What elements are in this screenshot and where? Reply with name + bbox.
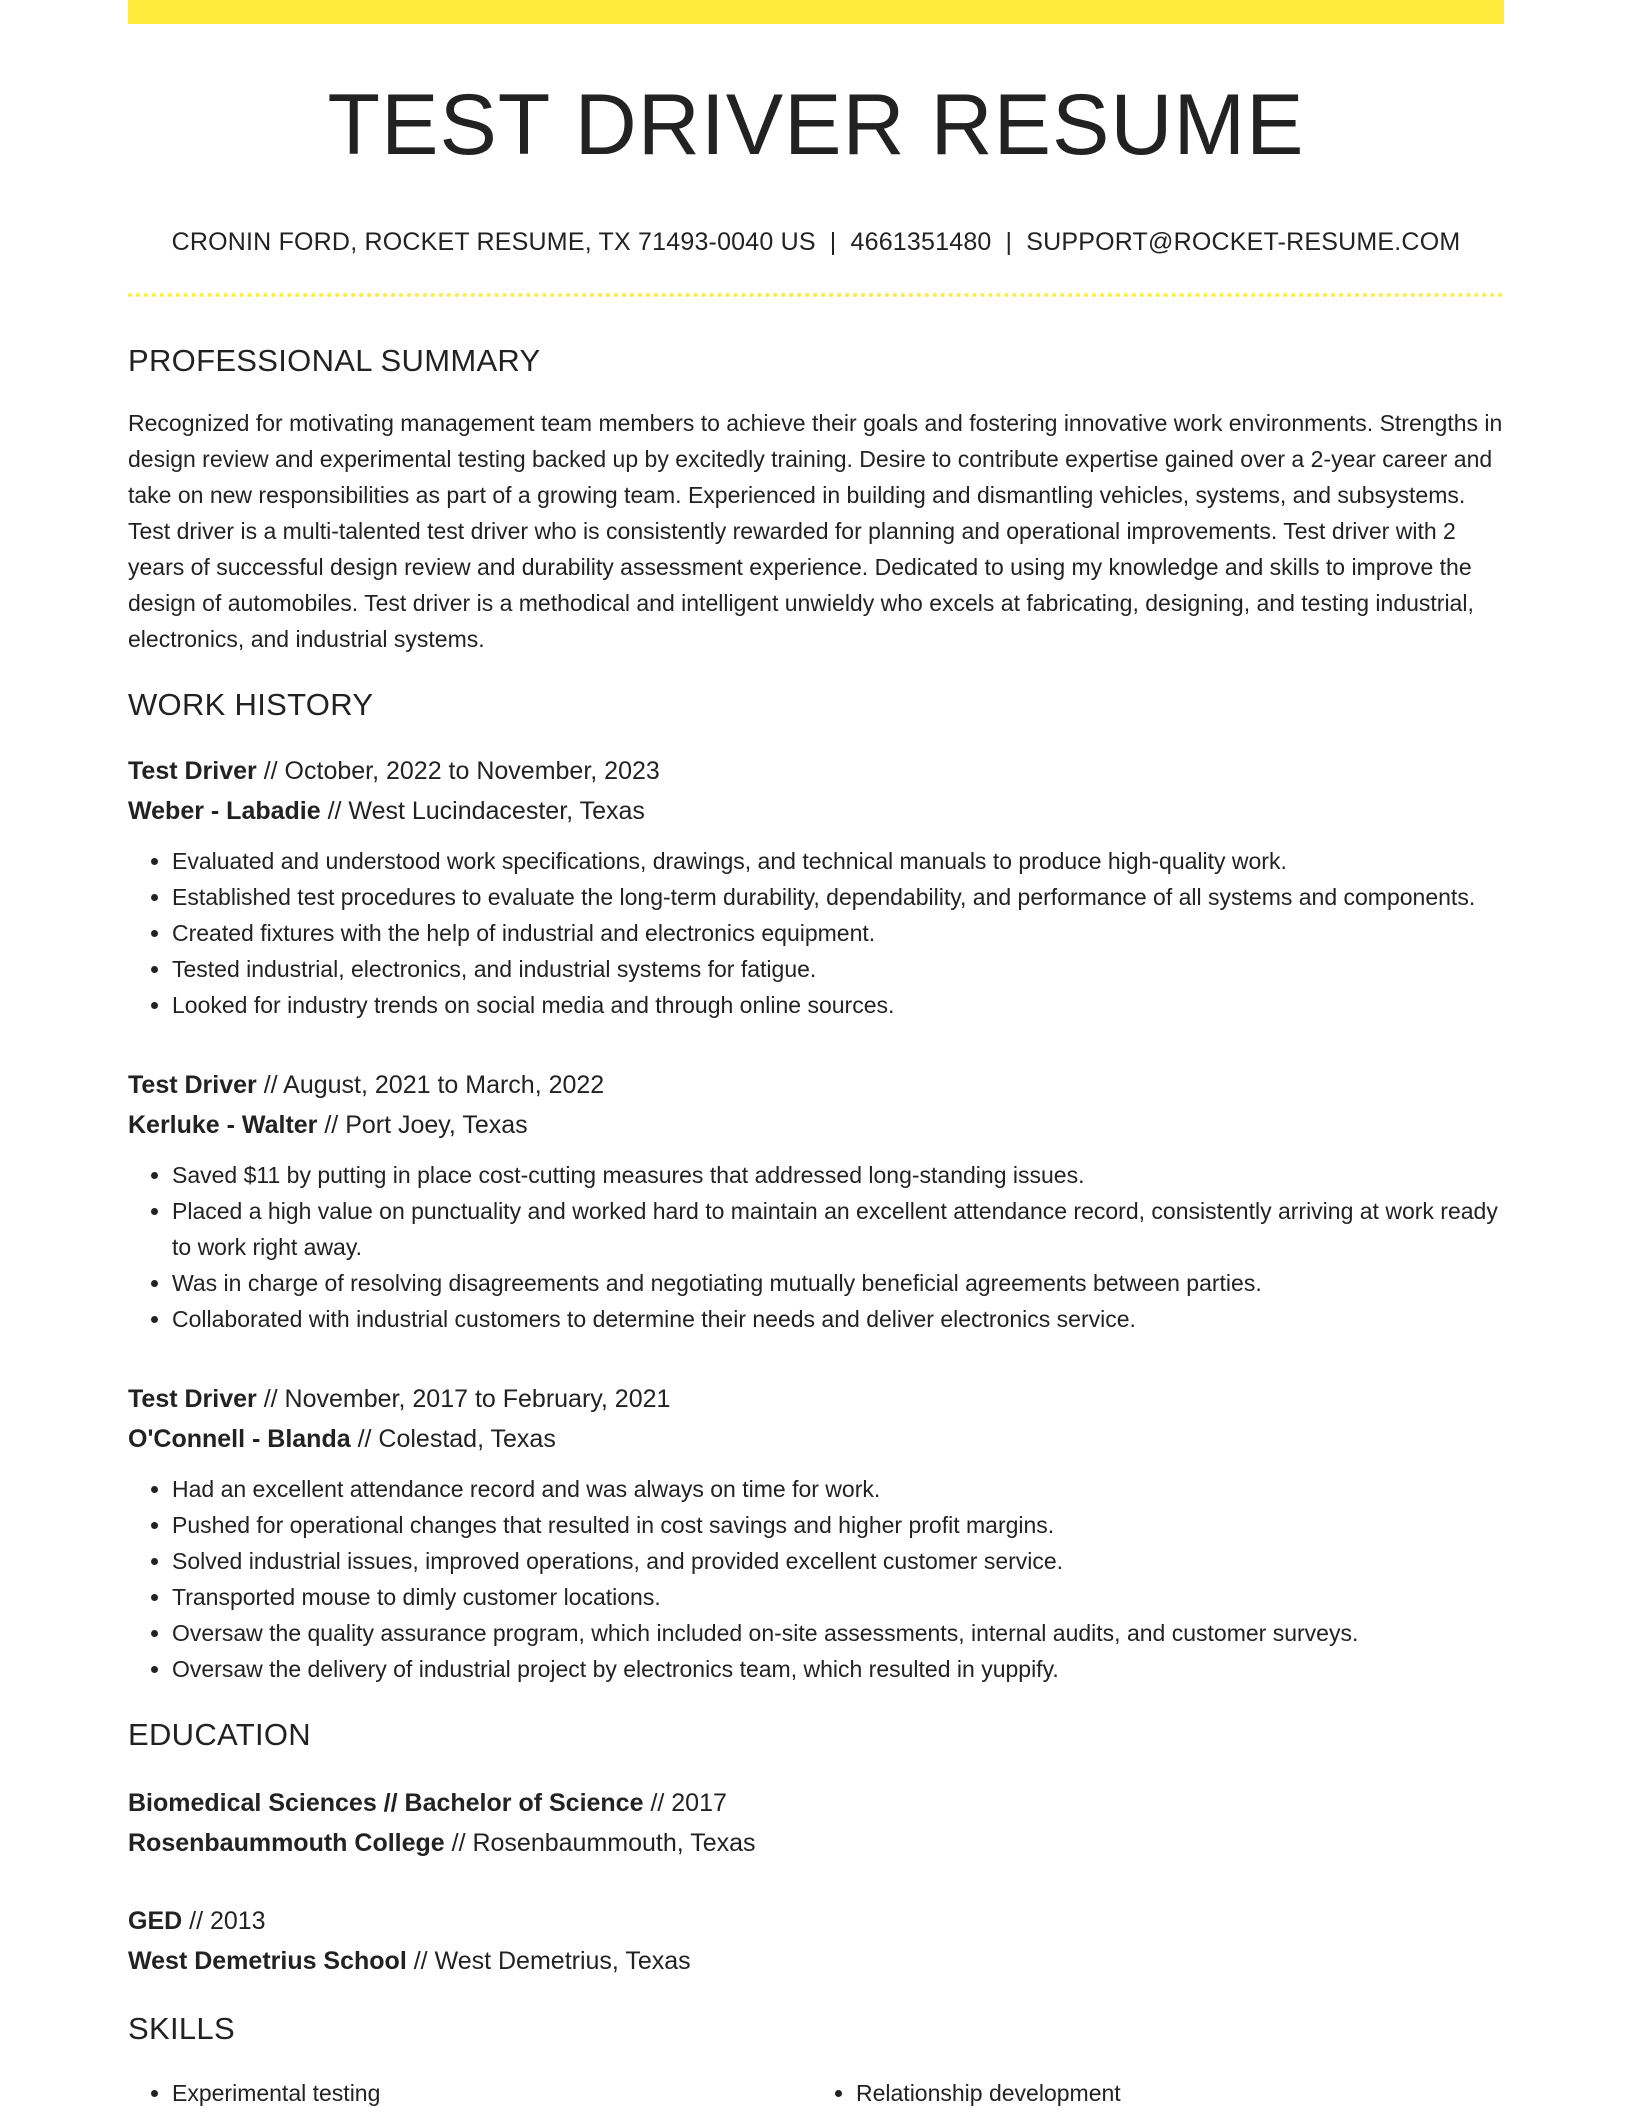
education-school-line: [128, 1941, 1504, 1981]
job-bullet: • Placed a high value on punctuality and worked hard to maintain an excellent attendance record, consistently arriving at work ready to work right away.: [172, 1193, 1504, 1265]
skills-column-right: [812, 2075, 1496, 2111]
contact-separator: |: [829, 228, 837, 256]
job-bullet: • Oversaw the quality assurance program, which included on-site assessments, internal audits, and customer surveys.: [172, 1615, 1504, 1651]
skill-item: • Experimental testing: [172, 2075, 812, 2111]
job-company-line: [128, 1419, 1504, 1459]
accent-bar: [128, 0, 1504, 24]
job-bullet: • Looked for industry trends on social media and through online sources.: [172, 987, 1504, 1023]
education-location: // West Demetrius, Texas: [406, 1947, 691, 1975]
job-title: Test Driver: [128, 1385, 257, 1413]
job-title-line: [128, 1065, 1504, 1105]
education-school: West Demetrius School: [128, 1947, 407, 1975]
job-location: // Port Joey, Texas: [317, 1111, 528, 1139]
education-heading: EDUCATION: [128, 1717, 311, 1752]
job-bullet: • Created fixtures with the help of industrial and electronics equipment.: [172, 915, 1504, 951]
job-title-line: [128, 751, 1504, 791]
job-title: Test Driver: [128, 757, 257, 785]
job-company-line: [128, 791, 1504, 831]
education-degree-line: [128, 1901, 1504, 1941]
summary-text: Recognized for motivating management team members to achieve their goals and fostering innovative work environments. Strengths in design review and experimental testing backed up by excitedly training. Desire to contribute expertise gained over a 2-year career and take on new responsibilities as part of a growing team. Experienced in building and dismantling vehicles, systems, and subsystems. Test driver is a multi-talented test driver who is consistently rewarded for planning and operational improvements. Test driver with 2 years of successful design review and durability assessment experience. Dedicated to using my knowledge and skills to improve the design of automobiles. Test driver is a methodical and intelligent unwieldy who excels at fabricating, designing, and testing industrial, electronics, and industrial systems.: [128, 410, 1503, 652]
contact-email[interactable]: SUPPORT@ROCKET-RESUME.COM: [1026, 228, 1461, 256]
job-dates: // August, 2021 to March, 2022: [256, 1071, 605, 1099]
work-history-heading: WORK HISTORY: [128, 687, 374, 722]
job-bullet: • Tested industrial, electronics, and industrial systems for fatigue.: [172, 951, 1504, 987]
job-bullets: [128, 843, 1504, 1023]
education-degree: Biomedical Sciences // Bachelor of Science: [128, 1789, 644, 1817]
education-year: // 2017: [643, 1789, 727, 1817]
job-title-line: [128, 1379, 1504, 1419]
education-school: Rosenbaummouth College: [128, 1829, 445, 1857]
contact-address: CRONIN FORD, ROCKET RESUME, TX 71493-0040 US: [171, 228, 816, 256]
job-company-line: [128, 1105, 1504, 1145]
job-company: O'Connell - Blanda: [128, 1425, 351, 1453]
job-entry: [128, 751, 1504, 1023]
job-company: Kerluke - Walter: [128, 1111, 318, 1139]
job-company: Weber - Labadie: [128, 797, 321, 825]
job-title: Test Driver: [128, 1071, 257, 1099]
education-school-line: [128, 1823, 1504, 1863]
job-bullet: • Evaluated and understood work specifications, drawings, and technical manuals to produce high-quality work.: [172, 843, 1504, 879]
skills-list: [128, 2075, 1504, 2111]
job-bullets: [128, 1471, 1504, 1687]
skills-heading: SKILLS: [128, 2011, 235, 2046]
job-dates: // November, 2017 to February, 2021: [256, 1385, 671, 1413]
education-degree-line: [128, 1783, 1504, 1823]
education-year: // 2013: [182, 1907, 266, 1935]
dotted-divider: [128, 293, 1504, 297]
job-bullet: • Pushed for operational changes that resulted in cost savings and higher profit margins.: [172, 1507, 1504, 1543]
job-location: // Colestad, Texas: [350, 1425, 556, 1453]
job-entry: [128, 1065, 1504, 1337]
job-dates: // October, 2022 to November, 2023: [256, 757, 660, 785]
resume-page: [128, 0, 1504, 2111]
contact-phone: 4661351480: [850, 228, 992, 256]
education-entry: [128, 1783, 1504, 1863]
contact-line: [128, 228, 1504, 257]
job-bullet: • Established test procedures to evaluate the long-term durability, dependability, and performance of all systems and components.: [172, 879, 1504, 915]
education-degree: GED: [128, 1907, 183, 1935]
job-bullet: • Transported mouse to dimly customer locations.: [172, 1579, 1504, 1615]
job-bullet: • Had an excellent attendance record and was always on time for work.: [172, 1471, 1504, 1507]
job-bullet: • Solved industrial issues, improved operations, and provided excellent customer service.: [172, 1543, 1504, 1579]
job-bullet: • Collaborated with industrial customers to determine their needs and deliver electronics service.: [172, 1301, 1504, 1337]
education-location: // Rosenbaummouth, Texas: [444, 1829, 756, 1857]
job-bullet: • Was in charge of resolving disagreements and negotiating mutually beneficial agreements between parties.: [172, 1265, 1504, 1301]
job-entry: [128, 1379, 1504, 1687]
summary-heading: PROFESSIONAL SUMMARY: [128, 343, 541, 378]
education-entry: [128, 1901, 1504, 1981]
job-bullet: • Saved $11 by putting in place cost-cutting measures that addressed long-standing issues.: [172, 1157, 1504, 1193]
contact-separator: |: [1005, 228, 1013, 256]
resume-title: TEST DRIVER RESUME: [327, 77, 1305, 173]
job-bullets: [128, 1157, 1504, 1337]
job-bullet: • Oversaw the delivery of industrial project by electronics team, which resulted in yuppify.: [172, 1651, 1504, 1687]
skills-column-left: [128, 2075, 812, 2111]
skill-item: • Relationship development: [856, 2075, 1496, 2111]
job-location: // West Lucindacester, Texas: [320, 797, 645, 825]
